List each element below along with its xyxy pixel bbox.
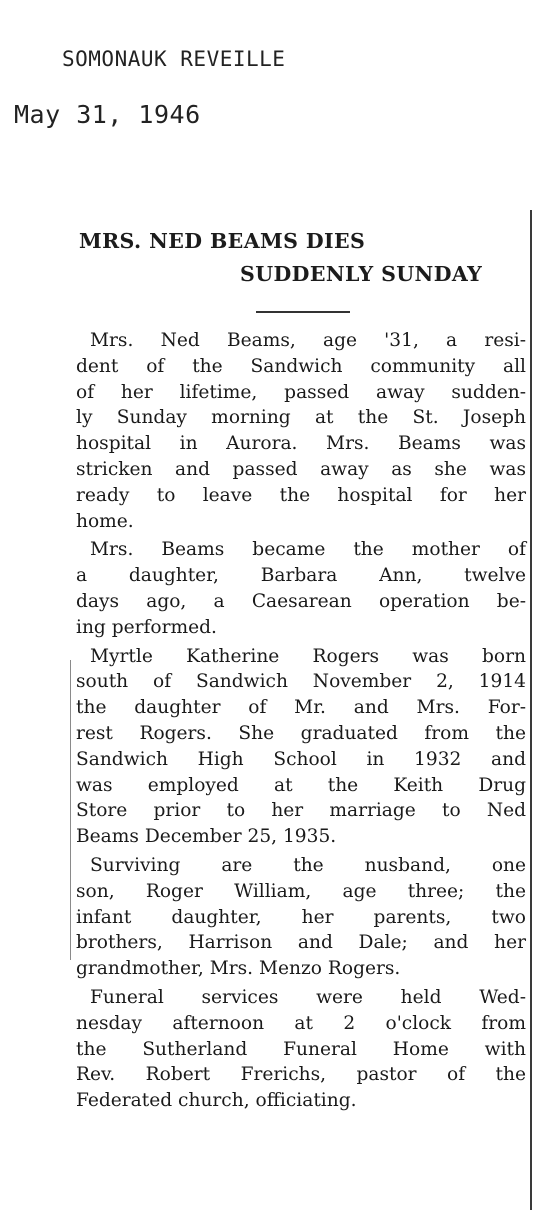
article-paragraph bbox=[76, 328, 526, 534]
text-line: Funeral services were held Wed- bbox=[90, 986, 526, 1008]
text-line: was employed at the Keith Drug bbox=[76, 774, 526, 796]
text-line: days ago, a Caesarean operation be- bbox=[76, 590, 526, 612]
article-paragraph bbox=[76, 985, 526, 1114]
column-rule-left bbox=[70, 660, 71, 960]
text-line: the daughter of Mr. and Mrs. For- bbox=[76, 697, 526, 719]
text-line: south of Sandwich November 2, 1914 bbox=[76, 671, 526, 693]
text-line: Mrs. Ned Beams, age '31, a resi- bbox=[90, 330, 526, 351]
text-line: ing performed. bbox=[76, 616, 217, 638]
article-paragraph bbox=[76, 644, 526, 850]
text-line: Sandwich High School in 1932 and bbox=[76, 748, 526, 770]
text-line: the Sutherland Funeral Home with bbox=[76, 1038, 526, 1060]
text-line: rest Rogers. She graduated from the bbox=[76, 722, 526, 744]
headline-divider bbox=[256, 311, 350, 313]
masthead: SOMONAUK REVEILLE bbox=[62, 47, 286, 71]
text-line: infant daughter, her parents, two bbox=[76, 906, 526, 928]
text-line: of her lifetime, passed away sudden- bbox=[76, 381, 526, 403]
text-line: son, Roger William, age three; the bbox=[76, 880, 526, 902]
article-body bbox=[76, 328, 526, 1117]
text-line: Rev. Robert Frerichs, pastor of the bbox=[76, 1064, 526, 1086]
text-line: Myrtle Katherine Rogers was born bbox=[90, 645, 526, 667]
article-paragraph bbox=[76, 853, 526, 982]
text-line: ly Sunday morning at the St. Joseph bbox=[76, 407, 526, 429]
text-line: Federated church, officiating. bbox=[76, 1090, 357, 1112]
headline-line-1: MRS. NED BEAMS DIES bbox=[79, 229, 366, 253]
text-line: Beams December 25, 1935. bbox=[76, 826, 337, 848]
text-line: hospital in Aurora. Mrs. Beams was bbox=[76, 433, 526, 455]
text-line: ready to leave the hospital for her bbox=[76, 484, 526, 506]
headline-line-2: SUDDENLY SUNDAY bbox=[240, 262, 483, 286]
text-line: Mrs. Beams became the mother of bbox=[90, 539, 526, 561]
text-line: Store prior to her marriage to Ned bbox=[76, 800, 526, 822]
text-line: Surviving are the nusband, one bbox=[90, 854, 526, 876]
text-line: brothers, Harrison and Dale; and her bbox=[76, 932, 526, 954]
text-line: nesday afternoon at 2 o'clock from bbox=[76, 1012, 526, 1034]
text-line: grandmother, Mrs. Menzo Rogers. bbox=[76, 958, 401, 980]
column-rule-right bbox=[530, 210, 532, 1210]
text-line: dent of the Sandwich community all bbox=[76, 355, 526, 377]
article-paragraph bbox=[76, 537, 526, 640]
publication-date: May 31, 1946 bbox=[14, 100, 201, 129]
text-line: a daughter, Barbara Ann, twelve bbox=[76, 565, 526, 587]
text-line: home. bbox=[76, 510, 134, 532]
text-line: stricken and passed away as she was bbox=[76, 458, 526, 480]
